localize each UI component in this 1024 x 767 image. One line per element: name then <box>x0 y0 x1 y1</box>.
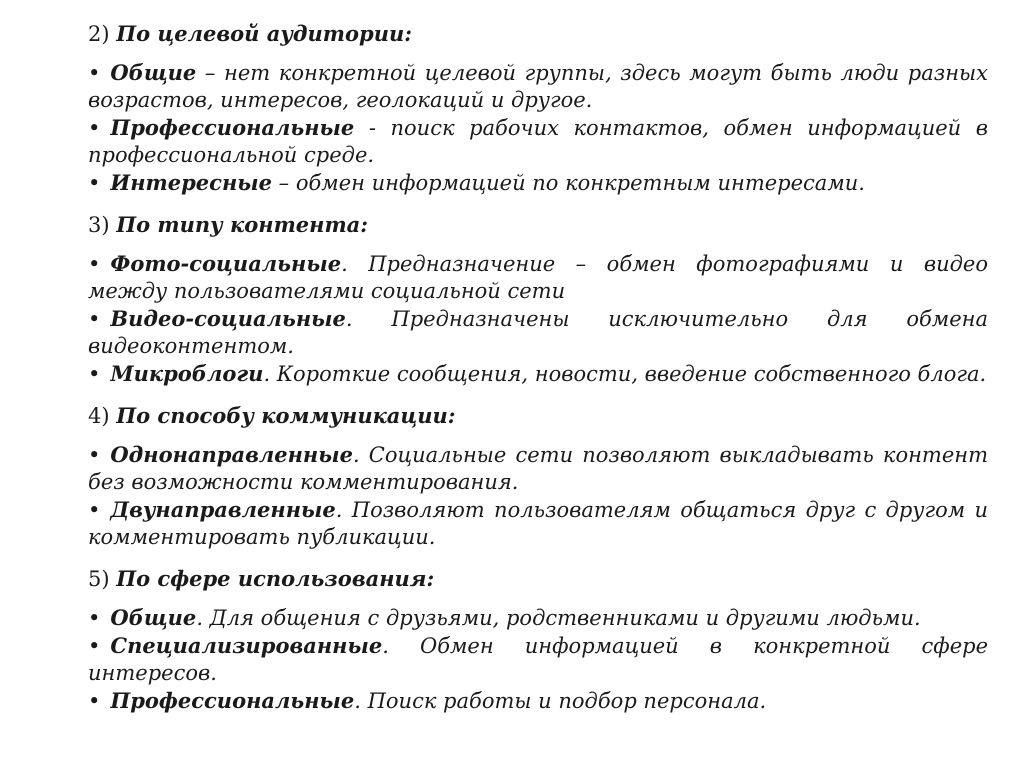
section-heading: 2) По целевой аудитории: <box>88 21 412 46</box>
bullet-icon: • <box>88 443 101 467</box>
bullet-icon: • <box>88 252 101 276</box>
bullet-icon: • <box>88 307 101 331</box>
list-item: • Однонаправленные. Социальные сети позволяют выкладывать контент без возможности комментирования. <box>88 442 988 494</box>
bullet-icon: • <box>88 116 101 140</box>
section-heading: 5) По сфере использования: <box>88 566 435 591</box>
list-item: • Профессиональные - поиск рабочих контактов, обмен информацией в профессиональной среде. <box>88 115 988 167</box>
section-communication-method <box>88 402 988 551</box>
document-page <box>88 20 988 715</box>
list-item: • Общие – нет конкретной целевой группы, здесь могут быть люди разных возрастов, интересов, геолокаций и другое. <box>88 60 988 112</box>
bullet-icon: • <box>88 171 101 195</box>
section-heading: 3) По типу контента: <box>88 212 369 237</box>
section-usage-sphere <box>88 565 988 715</box>
bullet-icon: • <box>88 634 101 658</box>
section-heading: 4) По способу коммуникации: <box>88 403 456 428</box>
bullet-icon: • <box>88 606 101 630</box>
bullet-icon: • <box>88 362 101 386</box>
bullet-icon: • <box>88 689 101 713</box>
list-item: • Интересные – обмен информацией по конкретным интересами. <box>88 170 865 195</box>
list-item: • Двунаправленные. Позволяют пользователям общаться друг с другом и комментировать публикации. <box>88 497 988 549</box>
section-content-type <box>88 211 988 388</box>
bullet-icon: • <box>88 498 101 522</box>
bullet-icon: • <box>88 61 101 85</box>
list-item: • Специализированные. Обмен информацией в конкретной сфере интересов. <box>88 633 988 685</box>
list-item: • Профессиональные. Поиск работы и подбор персонала. <box>88 688 767 713</box>
list-item: • Фото-социальные. Предназначение – обмен фотографиями и видео между пользователями социальной сети <box>88 251 988 303</box>
list-item: • Микроблоги. Короткие сообщения, новости, введение собственного блога. <box>88 361 987 386</box>
list-item: • Видео-социальные. Предназначены исключительно для обмена видеоконтентом. <box>88 306 988 358</box>
section-target-audience <box>88 20 988 197</box>
list-item: • Общие. Для общения с друзьями, родственниками и другими людьми. <box>88 605 921 630</box>
